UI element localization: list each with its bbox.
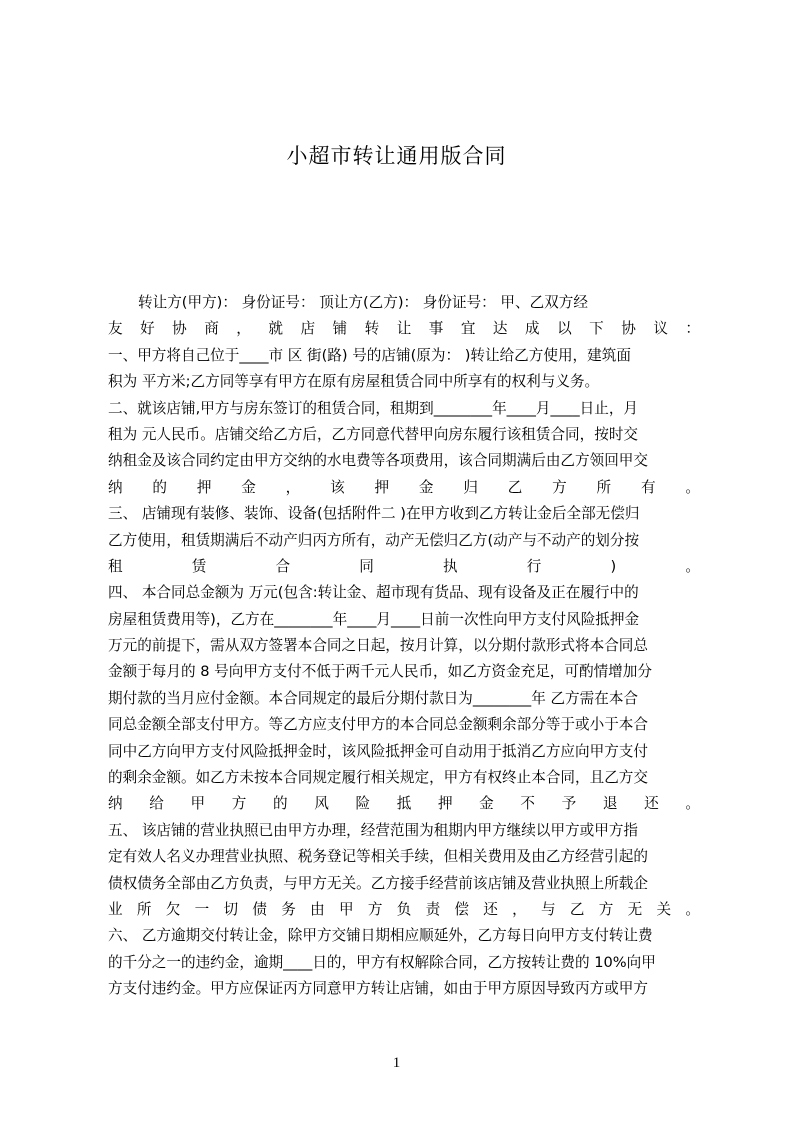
text-line: 一、甲方将自己位于____市 区 街(路) 号的店铺(原为： )转让给乙方使用，建筑面 — [108, 346, 631, 364]
text-line: 纳给甲方的风险抵押金不予退还。 — [108, 795, 700, 813]
page-number: 1 — [392, 1055, 401, 1071]
text-line: 方支付违约金。甲方应保证丙方同意甲方转让店铺，如由于甲方原因导致丙方或甲方 — [108, 980, 648, 998]
text-line: 的千分之一的违约金，逾期____日的，甲方有权解除合同，乙方按转让费的 10%向甲 — [108, 953, 656, 971]
text-line: 同总金额全部支付甲方。等乙方应支付甲方的本合同总金额剩余部分等于或小于本合 — [108, 716, 648, 734]
text-line: 五、 该店铺的营业执照已由甲方办理，经营范围为租期内甲方继续以甲方或甲方指 — [108, 821, 639, 839]
text-line: 的剩余金额。如乙方未按本合同规定履行相关规定，甲方有权终止本合同，且乙方交 — [108, 769, 648, 787]
text-line: 万元的前提下，需从双方签署本合同之日起，按月计算，以分期付款形式将本合同总 — [108, 637, 648, 655]
text-line: 四、 本合同总金额为 万元(包含:转让金、超市现有货品、现有设备及正在履行中的 — [108, 584, 639, 602]
text-line: 乙方使用，租赁期满后不动产归丙方所有，动产无偿归乙方(动产与不动产的划分按 — [108, 531, 640, 549]
text-line: 纳的押金，该押金归乙方所有。 — [108, 478, 700, 496]
text-line: 同中乙方向甲方支付风险抵押金时，该风险抵押金可自动用于抵消乙方应向甲方支付 — [108, 742, 648, 760]
text-line: 转让方(甲方)： 身份证号： 顶让方(乙方)： 身份证号： 甲、乙双方经 — [138, 294, 588, 311]
text-line: 期付款的当月应付金额。本合同规定的最后分期付款日为________年 乙方需在本合 — [108, 689, 639, 707]
text-line: 金额于每月的 8 号向甲方支付不低于两千元人民币，如乙方资金充足，可酌情增加分 — [108, 663, 652, 681]
text-line: 六、 乙方逾期交付转让金，除甲方交铺日期相应顺延外，乙方每日向甲方支付转让费 — [108, 927, 653, 945]
text-line: 友好协商，就店铺转让事宜达成以下协议： — [108, 320, 700, 338]
text-line: 定有效人名义办理营业执照、税务登记等相关手续，但相关费用及由乙方经营引起的 — [108, 848, 648, 866]
text-line: 纳租金及该合同约定由甲方交纳的水电费等各项费用，该合同期满后由乙方领回甲交 — [108, 452, 648, 470]
text-line: 二、就该店铺,甲方与房东签订的租赁合同，租期到________年____月____日止，月 — [108, 399, 639, 417]
text-line: 三、 店铺现有装修、装饰、设备(包括附件二 )在甲方收到乙方转让金后全部无偿归 — [108, 505, 640, 523]
text-line: 积为 平方米;乙方同等享有甲方在原有房屋租赁合同中所享有的权利与义务。 — [108, 373, 600, 391]
contract-body — [108, 290, 700, 1003]
text-line: 租为 元人民币。店铺交给乙方后，乙方同意代替甲向房东履行该租赁合同，按时交 — [108, 425, 639, 443]
text-line: 房屋租赁费用等)，乙方在________年____月____日前一次性向甲方支付风险抵押金 — [108, 610, 640, 628]
text-line: 租赁合同执行)。 — [108, 557, 700, 575]
text-line: 债权债务全部由乙方负责，与甲方无关。乙方接手经营前该店铺及营业执照上所载企 — [108, 874, 648, 892]
text-line: 业所欠一切债务由甲方负责偿还，与乙方无关。 — [108, 900, 700, 918]
document-title: 小超市转让通用版合同 — [286, 144, 507, 168]
